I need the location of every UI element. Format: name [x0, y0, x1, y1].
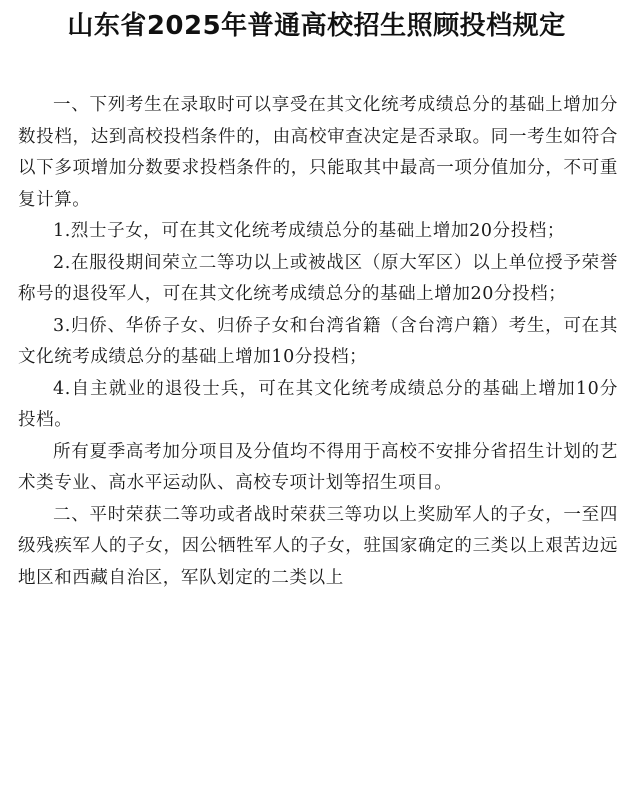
paragraph-item-3: 3.归侨、华侨子女、归侨子女和台湾省籍（含台湾户籍）考生，可在其文化统考成绩总分的基础上增加10分投档；: [18, 315, 618, 367]
paragraph-section-2: 二、平时荣获二等功或者战时荣获三等功以上奖励军人的子女，一至四级残疾军人的子女，因公牺牲军人的子女，驻国家确定的三类以上艰苦边远地区和西藏自治区，军队划定的二类以上: [18, 504, 618, 588]
paragraph-restriction: 所有夏季高考加分项目及分值均不得用于高校不安排分省招生计划的艺术类专业、高水平运动队、高校专项计划等招生项目。: [18, 441, 618, 493]
paragraph-item-4: 4.自主就业的退役士兵，可在其文化统考成绩总分的基础上增加10分投档。: [18, 378, 618, 430]
document-title: 山东省2025年普通高校招生照顾投档规定: [67, 11, 566, 41]
document-body: [18, 90, 618, 594]
paragraph-item-2: 2.在服役期间荣立二等功以上或被战区（原大军区）以上单位授予荣誉称号的退役军人，可在其文化统考成绩总分的基础上增加20分投档；: [18, 252, 618, 304]
paragraph-intro: 一、下列考生在录取时可以享受在其文化统考成绩总分的基础上增加分数投档，达到高校投档条件的，由高校审查决定是否录取。同一考生如符合以下多项增加分数要求投档条件的，只能取其中最高一项分值加分，不可重复计算。: [18, 95, 618, 210]
paragraph-item-1: 1.烈士子女，可在其文化统考成绩总分的基础上增加20分投档；: [53, 221, 565, 241]
